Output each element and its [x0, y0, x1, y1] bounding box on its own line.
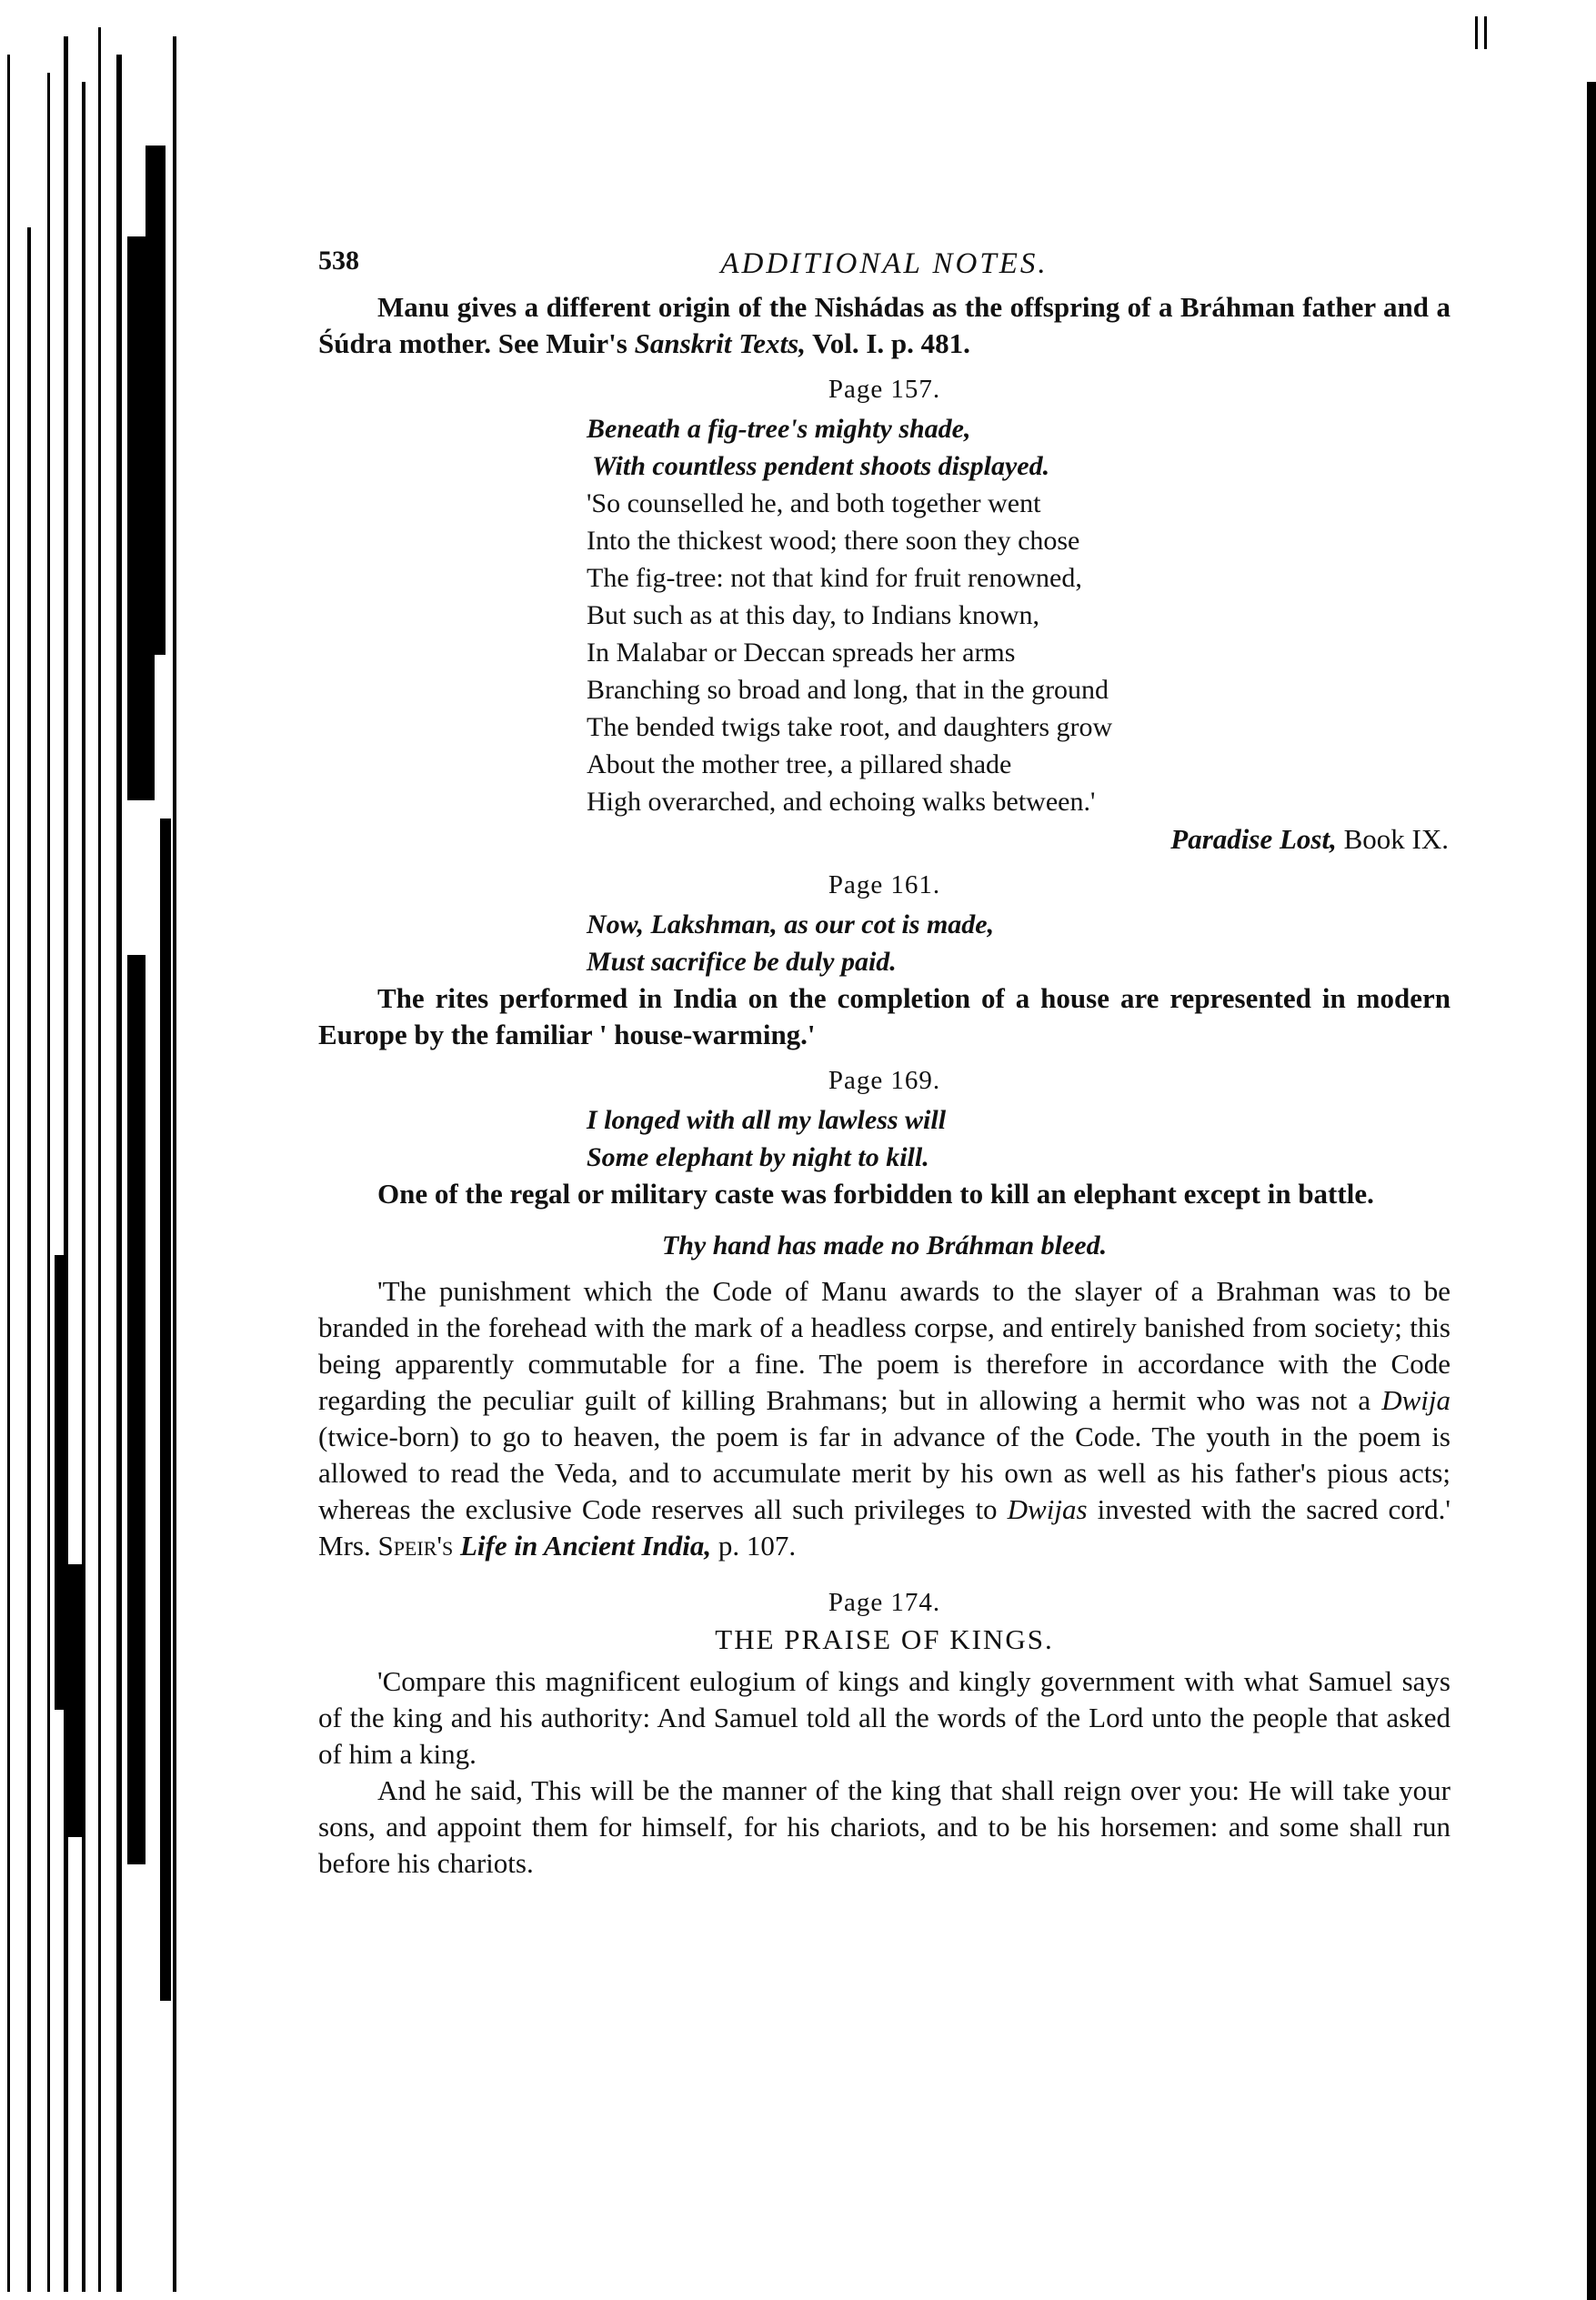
- attribution-book: Book IX.: [1336, 823, 1449, 855]
- note-169: One of the regal or military caste was forbidden to kill an elephant except in battle.: [377, 1178, 1374, 1210]
- page-ref-157: Page 157.: [828, 375, 941, 404]
- term-dwijas: Dwijas: [1007, 1493, 1088, 1525]
- attribution-title: Paradise Lost,: [1170, 823, 1337, 855]
- epigraph-line: Beneath a fig-tree's mighty shade,: [587, 414, 971, 444]
- section-heading: THE PRAISE OF KINGS.: [715, 1623, 1054, 1655]
- quote-speir: [318, 1273, 1450, 1564]
- praise-para-2: And he said, This will be the manner of the king that shall reign over you: He will take your sons, and appoint them for himself, for his chariots, and to be his horsemen: and some shall run before his chariots.: [318, 1774, 1450, 1879]
- verse-line: High overarched, and echoing walks between.': [587, 787, 1096, 817]
- scan-binding-edge: [0, 0, 186, 2300]
- scan-mark: [1475, 16, 1478, 49]
- quote-text: invested with the sacred cord.' Mrs.: [318, 1493, 1450, 1562]
- term-dwija: Dwija: [1381, 1384, 1450, 1416]
- intro-book-title: Sanskrit Texts,: [634, 327, 806, 359]
- quote-citation: p. 107.: [711, 1530, 797, 1562]
- page-ref-169: Page 169.: [828, 1066, 941, 1095]
- verse-line: The fig-tree: not that kind for fruit renowned,: [587, 563, 1082, 593]
- verse-line: 'So counselled he, and both together went: [587, 488, 1041, 518]
- epigraph-169: [587, 1101, 1450, 1176]
- quote-text: 'The punishment which the Code of Manu awards to the slayer of a Brahman was to be branded in the forehead with the mark of a headless corpse, and entirely banished from society; this being apparently commutable for a fine. The poem is therefore in accordance with the Code regarding the peculiar guilt of killing Brahmans; but in allowing a hermit who was not a: [318, 1275, 1450, 1416]
- page-ref-174: Page 174.: [828, 1588, 941, 1617]
- verse-line: The bended twigs take root, and daughters grow: [587, 712, 1113, 742]
- epigraph-line: With countless pendent shoots displayed.: [592, 451, 1050, 481]
- verse-line: Into the thickest wood; there soon they chose: [587, 526, 1080, 556]
- intro-paragraph: [318, 289, 1450, 362]
- verse-157: [587, 410, 1450, 820]
- verse-attribution: [318, 820, 1450, 858]
- epigraph-line: I longed with all my lawless will: [587, 1105, 947, 1135]
- epigraph-161: [587, 906, 1450, 980]
- verse-line: About the mother tree, a pillared shade: [587, 749, 1012, 779]
- page-number: 538: [318, 246, 359, 276]
- intro-citation: Vol. I. p. 481.: [805, 327, 970, 359]
- scan-mark: [1484, 16, 1487, 49]
- page-content: [318, 246, 1450, 1882]
- praise-para-1: 'Compare this magnificent eulogium of kings and kingly government with what Samuel says of the king and his authority: And Samuel told all the words of the Lord unto the people that asked of him a king.: [318, 1665, 1450, 1770]
- epigraph-line: Some elephant by night to kill.: [587, 1142, 929, 1172]
- scan-right-edge: [1587, 82, 1596, 2300]
- running-title: ADDITIONAL NOTES.: [720, 247, 1049, 280]
- intro-text: Manu gives a different origin of the Nishádas as the offspring of a Bráhman father and a Śúdra mother. See Muir's: [318, 291, 1450, 359]
- epigraph-line: Must sacrifice be duly paid.: [587, 947, 897, 977]
- epigraph-bráhman: Thy hand has made no Bráhman bleed.: [661, 1230, 1108, 1260]
- quote-author: Speir's: [377, 1530, 454, 1562]
- verse-line: In Malabar or Deccan spreads her arms: [587, 638, 1016, 668]
- epigraph-line: Now, Lakshman, as our cot is made,: [587, 909, 995, 939]
- quote-book: Life in Ancient India,: [459, 1530, 712, 1562]
- note-161: The rites performed in India on the completion of a house are represented in modern Europe by the familiar ' house-warming.': [318, 982, 1450, 1050]
- verse-line: But such as at this day, to Indians known,: [587, 600, 1040, 630]
- verse-line: Branching so broad and long, that in the ground: [587, 675, 1109, 705]
- quote-text: (twice-born) to go to heaven, the poem is far in advance of the Code. The youth in the poem is allowed to read the Veda, and to accumulate merit by his own as well as his father's pious acts; whereas the exclusive Code reserves all such privileges to: [318, 1421, 1450, 1525]
- page-ref-161: Page 161.: [828, 870, 941, 899]
- page-header: [318, 246, 1450, 289]
